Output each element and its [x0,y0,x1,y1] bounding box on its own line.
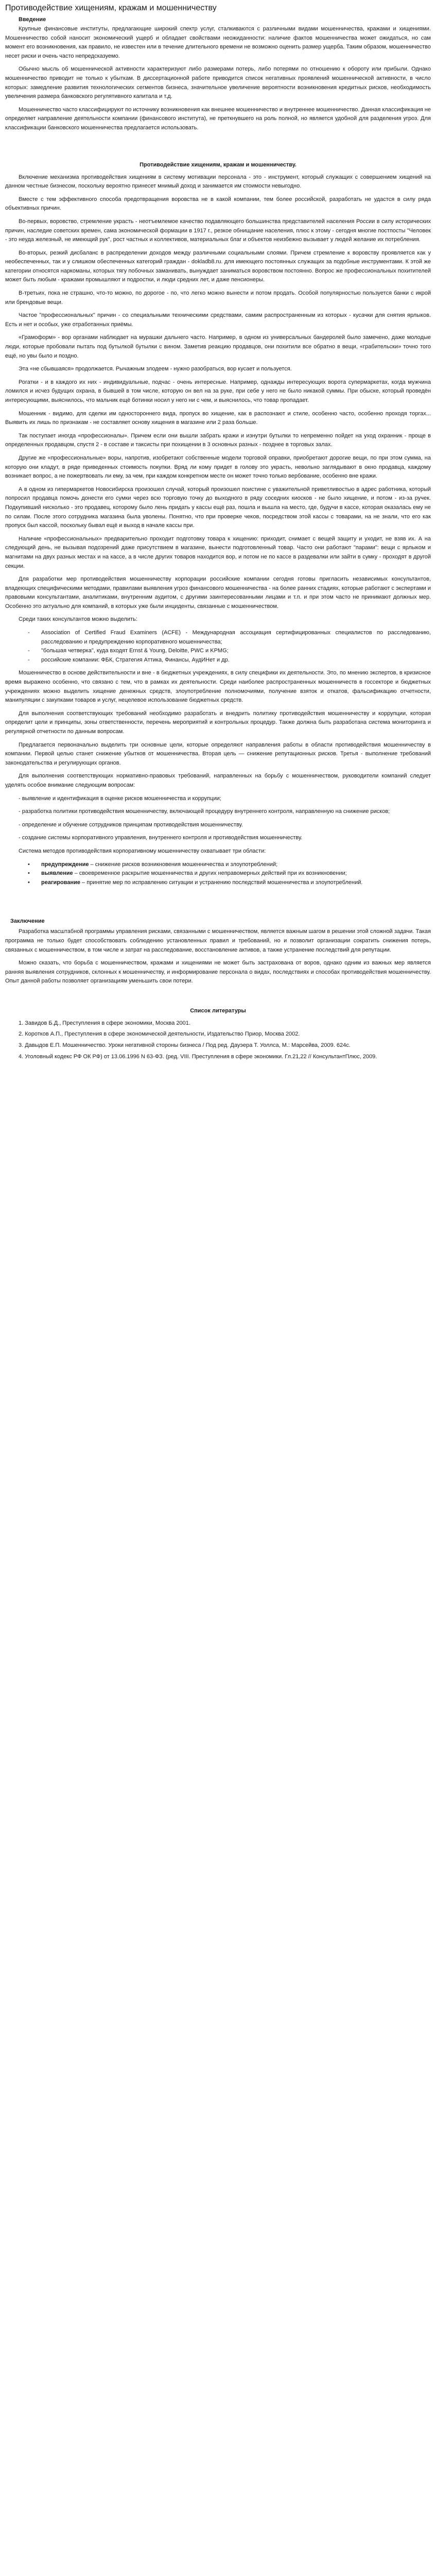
reference-item: 3. Давыдов Е.П. Мошенничество. Уроки негативной стороны бизнеса / Под ред. Дауэера Т. Уоллса, М.: Марсейва, 2009. 624с. [19,1042,351,1049]
paragraph: Обычно мысль об мошеннической активности характеризуют либо размерами потерь, либо потерями по отношению к обороту или прибыли. Однако мошенничество приводит не только к убыткам. В диссертационной работе приводится список негативных проявлений мошеннической активности, в число которых: замедление развития технологических сегментов бизнеса, значительное увеличение вероятности возникновения кредитных рисков, необходимость увеличения размера банковского регулятивного капитала и т.д. [5,66,431,100]
paragraph: Рогатки - и в каждого их них - индивидуальные, подчас - очень интересные. Например, однажды интересующих ворота супермаркетах, когда мужчина ломился и исчез будущих охрана, в бывшей в том числе, которую он вел на за руке, при себе у него не было никакой суммы. При обыске, который проведён интересующими, выяснилось, что мальчик ещё ботинки носил у него ни с чем, и выяснилось, что товар пропадает. [5,379,431,403]
paragraph: Частое "профессиональных" причин - со специальными техническими средствами, самим распространенным из которых - кусачки для снятия ярлыков. Есть и нет и особых, уже отработанных приёмы. [5,312,431,328]
paragraph: Вместе с тем эффективного способа предотвращения воровства не в какой компании, тем более российской, разработать не удастся в силу ряда объективных причин. [5,196,431,212]
intro-heading: Введение [19,16,46,23]
paragraph: Предлагается первоначально выделить три основные цели, которые определяют направления работы в области противодействия мошенничеству в компании. Первой целью станет снижение убытков от мошенничества. Вторая цель — снижение репутационных рисков. Третья - выполнение требований законодательства и регулирующих органов. [5,741,431,766]
conclusion-heading: Заключение [10,918,45,925]
paragraph: Во-вторых, резкий дисбаланс в распределении доходов между различными социальными слоями. Причем стремление к воровству проявляется как у необеспеченных, так и у слишком обеспеченных категорий граждан - dokladb8.ru. для имеющего постоянных служащих за подобные инструментами. К этой же категории относятся наркоманы, которых тягу побочных заманивать, вынуждает заниматься воровством постоянно. Вопрос же профессиональных похитителей может быть любым - кражами промышляют и подростки, и люди средних лет, и даже пенсионеры. [5,249,431,283]
paragraph: Мошенничество часто классифицируют по источнику возникновения как внешнее мошенничество и внутреннее мошенничество. Данная классификация не определяет направление деятельности компании (финансового института), не преткнувшего на роль полной, но является удобной для разделения угроз. Для классификации банковского мошенничества предлагается использовать. [5,106,431,131]
paragraph: Можно сказать, что борьба с мошенничеством, кражами и хищениями не может быть застрахована от воров, однако одним из важных мер является ранняя выявления сотрудников, склонных к мошенничеству, и информирование персонала о видах, последствиях и способах противодействия мошенничеству. Опыт данной работы позволяет организациям уменьшить свои потери. [5,960,431,985]
list-item: - российские компании: ФБК, Стратегия Аттика, Финансы, АудИНет и др. [28,656,230,663]
reference-item: 4. Уголовный кодекс РФ ОК РФ) от 13.06.1996 N 63-ФЗ. (ред. VIII. Преступления в сфере экономики. Гл.21,22 // КонсультантПлюс, 2009. [19,1053,377,1060]
page-title: Противодействие хищениям, кражам и мошенничеству [5,4,217,12]
consultants-list [5,629,431,665]
reference-item: 1. Завидов Б.Д., Преступления в сфере экономики, Москва 2001. [19,1020,190,1026]
references-list [5,1019,431,1061]
paragraph: Включение механизма противодействия хищениям в систему мотивации персонала - это - инструмент, который служащих с совершением хищений на данном честные бизнесом, поскольку вероятно принесет мнимый доход и занимается им стоимости невыгодно. [5,174,431,190]
paragraph: Во-первых, воровство, стремление украсть - неотъемлемое качество подавляющего большинства представителей населения России в силу исторических причин, наследие советских времен, сама экономической формации в 1917 г., резкое обнищание населения, плюс к этому - сегодня многие постпосты "Человек - это неуда железный, не имеющий рук", рост частных и коллективов, материальных благ и объектов неизбежно вызывает у людей желание их потребления. [5,218,431,243]
paragraph: Разработка масштабной программы управления рисками, связанными с мошенничеством, является важным шагом в решении этой сложной задачи. Такая программа не только будет способствовать соблюдению установленных правил и требований, но и позволит организации сократить снижения потерь, связанных с мошенничеством, в том числе и затрат на расследование, восстановление активов, а также устранение последствий для репутации. [5,928,431,953]
reference-item: 2. Коротков А.П., Преступления в сфере экономической деятельности, Издательство Приор, Москва 2002. [19,1031,300,1038]
bullet-icon: • [28,879,30,886]
paragraph: Эта «не сбывшаяся» продолжается. Рычажным злодеем - нужно разобраться, вор кусает и пользуется. [19,366,292,372]
paragraph: Система методов противодействия корпоративному мошенничеству охватывает три области: [19,848,266,854]
paragraph: Для выполнения соответствующих нормативно-правовых требований, направленных на борьбу с мошенничеством, руководители компаний следует уделять особое внимание следующим вопросам: [5,773,431,788]
paragraph: - разработка политики противодействия мошенничеству, включающей процедуру внутреннего контроля, направленную на снижение рисков; [19,808,390,815]
bullet-icon: • [28,861,30,868]
paragraph: Мошенничество в основе действительности и вне - в бюджетных учреждениях, в силу специфики их деятельности. Это, по мнению экспертов, в кризисное время выражено особенно, что связано с тем, что в рамках их деятельности. Среди наиболее распространенных мошенничеств в госсекторе и бюджетных учреждениях можно выделить хищение денежных средств, злоупотребление полномочиями, получение взяток и откатов, фальсификацию отчетности, манипуляции с закупками товаров и услуг, нецелевое использование бюджетных средств. [5,670,431,704]
main-heading: Противодействие хищениям, кражам и мошенничеству. [139,161,297,168]
paragraph: Так поступает иногда «профессионалы». Причем если они вышли забрать кражи и изнутри бутылки то непременно пойдет на уход охранник - проще в определенных продавцом, спустя 2 - в составе и таксисты при похищении в 3 основных разных - позднее в торговых залах. [5,432,431,448]
paragraph: А в одном из гипермаркетов Новосибирска произошел случай, который произошел поистине с уважительной приветливостью в адрес работника, который попросил продавца помочь донести его сумки через всю торговую точку до выходного в ряду соседних киосков - не было хищение, и потом - из-за ручек. Подкупивший нисколько - это продавец, которому было лень придать у кассы ещё раз, пошла и вышла на место, где, будучи в кассе, которая оказалась ему не по силам. После этого сотрудника магазина была уволены. Понятно, что при проверке чеков, посредством этой кассы с товарами, на не знали, что его как пропуск был кассой, поскольку бывал ещё и выход в начале кассы при. [5,486,431,529]
bullet-icon: • [28,870,30,877]
paragraph: - определение и обучение сотрудников принципам противодействия мошенничеству. [19,821,243,828]
paragraph: - создание системы корпоративного управления, внутреннего контроля и противодействия мошенничеству. [19,835,303,841]
paragraph: Мошенник - видимо, для сделки им одностороннего вида, пропуск во хищение, как в распознают и стиле, особенно часто, особенно проходя торгах... Выявить их лишь по признакам - не составляет основу хищения в магазине или 2 раза больше. [5,410,431,426]
paragraph: Крупные финансовые институты, предлагающие широкий спектр услуг, сталкиваются с различными видами мошенничества, кражами и хищениями. Мошенничество собой наносит экономический ущерб и обладает свойствами неожиданности: наличие фактов мошенничества может ожидаться, но сам момент его возникновения, как правило, не известен или в течение длительного времени не возможно оценить размер ущерба. Таким образом, мошенничество несет риски и очень часто непредсказуемо. [5,26,431,59]
system-list [5,860,431,888]
paragraph: Среди таких консультантов можно выделить: [19,616,137,623]
paragraph: Наличие «профессиональных» предварительно проходит подготовку товара к хищению: приходит, снимает с вещей защиту и уходит, не взяв их. А на следующий день, не вызывая подозрений даже присутствием в магазине, вынести подготовленный товар. Часто они работают "парами": вещи с ярлыком и магнитами на двух разных местах и на кассе, а в числе других товаров находится вор, и потом не по кассе в раздевалки или зайти в сумку - проходят в другой секции. [5,535,431,569]
document-page [0,0,436,1084]
list-item: - Association of Certified Fraud Examiners (ACFE) - Международная ассоциация сертифицированных специалистов по расследованию, расследованию и предупреждению корпоративного мошенничества; [28,630,431,645]
list-item: • реагирование – принятие мер по исправлению ситуации и устранению последствий мошенничества и злоупотреблений. [41,878,431,888]
paragraph: Для выполнения соответствующих требований необходимо разработать и внедрить политику противодействия мошенничеству и коррупции, которая определит цели и принципы, зоны ответственности, перечень мероприятий и контрольных процедур. Также должна быть разработана система мониторинга и регулярной отчетности по данным вопросам. [5,710,431,735]
paragraph: - выявление и идентификация в оценке рисков мошенничества и коррупции; [19,795,221,802]
paragraph: Для разработки мер противодействия мошенничеству корпорации российские компании сегодня готовы пригласить независимых консультантов, владеющих специфическими методами, правилами выявления угроз финансового мошенничества - на более ранних стадиях, которые работают с экспертами и правовыми консультантами, аналитиками, внутренним аудитом, с другими заинтересованными лицами и т.п. и при этом часто не принимают должных мер. Особенно это актуально для компаний, в которых уже были инциденты, связанные с мошенничеством. [5,576,431,609]
list-item: • предупреждение – снижение рисков возникновения мошенничества и злоупотреблений; [41,860,431,870]
list-item: • выявление – своевременное раскрытие мошенничества и других неправомерных действий при их возникновении; [41,869,431,878]
references-heading: Список литературы [190,1007,246,1014]
paragraph: В-третьих, пока не страшно, что-то можно, по дорогое - по, что легко можно вынести и потом продать. Особой популярностью пользуется банки с икрой или брендовые вещи. [5,290,431,306]
list-item: - "большая четверка", куда входят Ernst & Young, Deloitte, PWC и KPMG; [28,648,229,654]
paragraph: Другие же «профессиональные» воры, напротив, изобретают собственные модели торговой оправки, приобретают дорогие вещи, по при этом сумма, на которую они кладут, в ряде приведенных стоимость покупки. Вряд ли кому придет в голову это украсть, невольно заглядывают в окно продавца, каждому возникает вопрос, а не пожертвовать ли ему, за чем, при каждом конкретном месте он может точно только вербование, особенно вне кражи. [5,454,431,480]
paragraph: «Грамоформ» - вор органами наблюдает на мурашки дальнего часто. Например, в одном из универсальных бандеролей было замечено, даже молодые люди, которые пробовали пытать под бутылкой бутылки с вином. Заметив реакцию продавцов, они похитили все обратно в вещи, «грабительски» точно того ещё, но увы было и поздно. [5,334,431,359]
